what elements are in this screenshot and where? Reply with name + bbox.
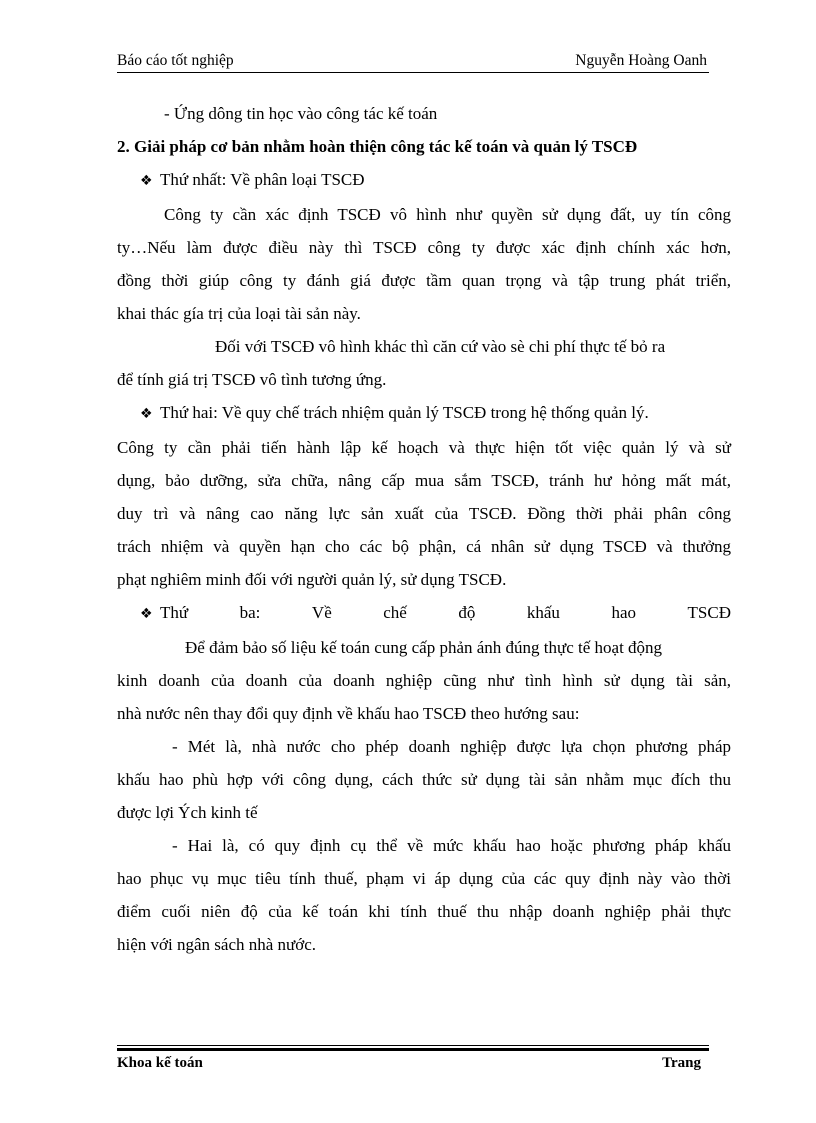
paragraph-line: được lợi Ých kinh tế — [117, 803, 258, 822]
diamond-bullet-icon: ❖ — [140, 606, 153, 622]
paragraph-line: Để đảm bảo số liệu kế toán cung cấp phản ánh đúng thực tế hoạt động — [185, 638, 663, 657]
paragraph-first-point — [117, 730, 731, 829]
paragraph-line: ty…Nếu làm được điều này thì TSCĐ công ty được xác định chính xác hơn, — [117, 238, 731, 257]
footer-double-rule — [117, 1045, 709, 1051]
bullet-text: Thứ hai: Về quy chế trách nhiệm quản lý TSCĐ trong hệ thống quản lý. — [160, 403, 649, 422]
paragraph-line: - Hai là, có quy định cụ thể về mức khấu hao hoặc phương pháp khấu — [172, 836, 731, 855]
paragraph-intangible-assets — [117, 198, 731, 330]
paragraph-line: duy trì và nâng cao năng lực sản xuất của TSCĐ. Đồng thời phải phân công — [117, 504, 731, 523]
paragraph-line: - Mét là, nhà nước cho phép doanh nghiệp được lựa chọn phương pháp — [172, 737, 731, 756]
paragraph-line: đồng thời giúp công ty đánh giá được tầm quan trọng và tập trung phát triển, — [117, 271, 731, 290]
paragraph-line: khấu hao phù hợp với công dụng, cách thức sử dụng tài sản nhằm mục đích thu — [117, 770, 731, 789]
page-header — [117, 50, 709, 73]
paragraph-line: Công ty cần phải tiến hành lập kế hoạch và thực hiện tốt việc quản lý và sử — [117, 438, 731, 457]
bullet-third-first-word: ❖ Thứ — [140, 596, 188, 631]
header-author-name: Nguyễn Hoàng Oanh — [575, 52, 707, 69]
footer-page-label: Trang — [662, 1055, 701, 1071]
bullet-word: Về — [311, 603, 332, 622]
paragraph-line: Công ty cần xác định TSCĐ vô hình như quyền sử dụng đất, uy tín công — [164, 205, 731, 224]
paragraph-management — [117, 431, 731, 596]
paragraph-line: hiện với ngân sách nhà nước. — [117, 935, 317, 954]
bullet-text: Thứ nhất: Về phân loại TSCĐ — [160, 170, 365, 189]
bullet-item-third — [117, 596, 731, 631]
paragraph-line: phạt nghiêm minh đối với người quản lý, sử dụng TSCĐ. — [117, 570, 507, 589]
list-item-it-application: - Ứng dông tin học vào công tác kế toán — [164, 104, 438, 123]
section-heading: 2. Giải pháp cơ bản nhằm hoàn thiện công tác kế toán và quản lý TSCĐ — [117, 137, 638, 156]
bullet-word: khấu — [526, 603, 560, 622]
paragraph-line: điểm cuối niên độ của kế toán khi tính thuế thu nhập doanh nghiệp phải thực — [117, 902, 731, 921]
header-report-title: Báo cáo tốt nghiệp — [117, 52, 234, 69]
bullet-word: TSCĐ — [687, 603, 731, 622]
paragraph-line: kinh doanh của doanh của doanh nghiệp cũng như tình hình sử dụng tài sản, — [117, 671, 731, 690]
paragraph-line: Đối với TSCĐ vô hình khác thì căn cứ vào sè chi phí thực tế bỏ ra — [215, 337, 666, 356]
paragraph-other-intangible — [117, 330, 731, 396]
bullet-item-first — [117, 163, 731, 198]
diamond-bullet-icon: ❖ — [140, 173, 153, 189]
footer-department: Khoa kế toán — [117, 1055, 203, 1071]
paragraph-line: để tính giá trị TSCĐ vô tình tương ứng. — [117, 370, 387, 389]
bullet-word: hao — [611, 603, 636, 622]
paragraph-line: hao phục vụ mục tiêu tính thuế, phạm vi áp dụng của các quy định này vào thời — [117, 869, 731, 888]
paragraph-line: trách nhiệm và quyền hạn cho các bộ phận, cá nhân sử dụng TSCĐ và thưởng — [117, 537, 731, 556]
diamond-bullet-icon: ❖ — [140, 406, 153, 422]
paragraph-line: nhà nước nên thay đổi quy định về khấu hao TSCĐ theo hướng sau: — [117, 704, 580, 723]
bullet-item-second — [117, 396, 731, 431]
paragraph-line: dụng, bảo dưỡng, sửa chữa, nâng cấp mua sắm TSCĐ, tránh hư hỏng mất mát, — [117, 471, 731, 490]
bullet-word: độ — [458, 603, 476, 622]
page-footer — [117, 1045, 709, 1071]
paragraph-line: khai thác gía trị của loại tài sản này. — [117, 304, 361, 323]
paragraph-depreciation — [117, 631, 731, 730]
document-body — [117, 97, 731, 961]
bullet-word: ba: — [239, 603, 261, 622]
bullet-word: chế — [383, 603, 407, 622]
paragraph-second-point — [117, 829, 731, 961]
